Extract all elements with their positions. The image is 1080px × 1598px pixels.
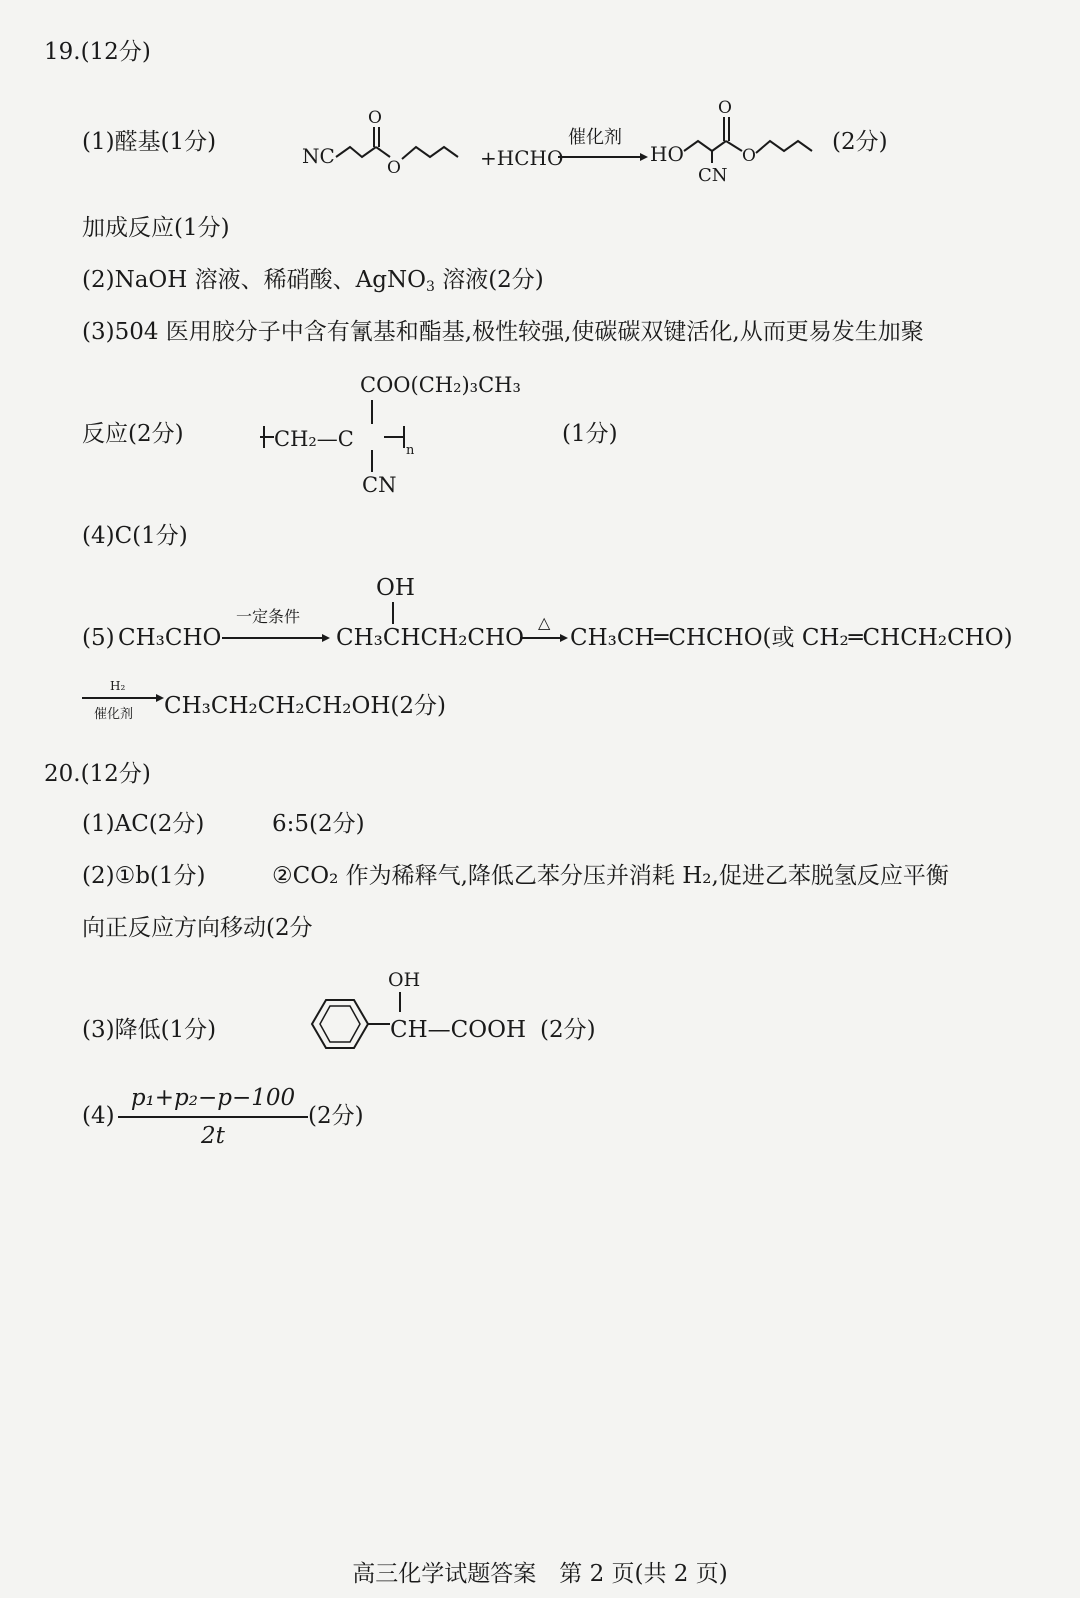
polymer-cn: CN: [362, 473, 397, 497]
q19-part1-score: (2分): [832, 129, 888, 155]
fraction-bar: [118, 1116, 308, 1118]
q19-part1-reaction-type: 加成反应(1分): [82, 215, 230, 241]
q20-part4-label: (4): [82, 1103, 115, 1129]
plus-hcho: +HCHO: [480, 146, 564, 170]
polymer-n: n: [406, 443, 415, 458]
product-ester-o: O: [742, 146, 756, 166]
nitrile-nc: NC: [302, 144, 335, 168]
q20-part3-chain: CH—COOH: [390, 1017, 527, 1043]
q20-header: 20.(12分): [44, 761, 151, 787]
q20-part1-a: (1)AC(2分): [82, 811, 205, 837]
q19-part5-label: (5): [82, 625, 115, 651]
carbonyl-o: O: [368, 108, 382, 128]
product-carbonyl-o: O: [718, 98, 732, 118]
hydroxyl-oh: OH: [388, 969, 421, 991]
product-ho: HO: [650, 142, 684, 166]
q19-part3-line2: 反应(2分): [82, 421, 184, 447]
q19-part3-score: (1分): [562, 421, 618, 447]
q20-part2-a: (2)①b(1分): [82, 863, 206, 889]
fraction-numerator: p₁+p₂−p−100: [130, 1085, 296, 1111]
page-footer: 高三化学试题答案 第 2 页(共 2 页): [352, 1561, 728, 1587]
q20-part4-score: (2分): [308, 1103, 364, 1129]
oh-bond: [392, 602, 394, 624]
condition-h2: H₂: [110, 679, 126, 693]
fraction-denominator: 2t: [201, 1123, 225, 1149]
q20-part2-c: 向正反应方向移动(2分: [82, 915, 313, 941]
q20-part1-b: 6:5(2分): [272, 811, 365, 837]
q20-part3-label: (3)降低(1分): [82, 1017, 217, 1043]
q19-part4: (4)C(1分): [82, 523, 188, 549]
catalyst-label: 催化剂: [568, 127, 622, 148]
polymer-side-chain: COO(CH₂)₃CH₃: [360, 373, 521, 397]
q19-part5-intermediate: CH₃CHCH₂CHO: [336, 625, 524, 651]
q19-reaction-scheme: [290, 95, 850, 195]
condition-catalyst: 催化剂: [94, 707, 134, 722]
ester-o: O: [387, 158, 401, 178]
q19-polymer-structure: [258, 360, 578, 500]
condition-1: 一定条件: [236, 607, 301, 626]
q20-part3-score: (2分): [540, 1017, 596, 1043]
condition-heat: △: [538, 613, 551, 632]
q19-part5-start: CH₃CHO: [118, 625, 222, 651]
q19-header: 19.(12分): [44, 39, 151, 65]
q19-part2: (2)NaOH 溶液、稀硝酸、AgNO$_3$ 溶液(2分): [82, 267, 544, 295]
q19-part5-final: CH₃CH₂CH₂CH₂OH(2分): [164, 693, 446, 719]
product-cn: CN: [698, 165, 728, 186]
q19-part3-line1: (3)504 医用胶分子中含有氰基和酯基,极性较强,使碳碳双键活化,从而更易发生加聚: [82, 319, 924, 345]
polymer-backbone: CH₂—C: [274, 427, 354, 451]
q19-part5-oh: OH: [376, 575, 415, 601]
q19-part5-product: CH₃CH═CHCHO(或 CH₂═CHCH₂CHO): [570, 625, 1013, 651]
q19-part1-label: (1)醛基(1分): [82, 129, 217, 155]
q20-part2-b: ②CO₂ 作为稀释气,降低乙苯分压并消耗 H₂,促进乙苯脱氢反应平衡: [272, 863, 949, 889]
